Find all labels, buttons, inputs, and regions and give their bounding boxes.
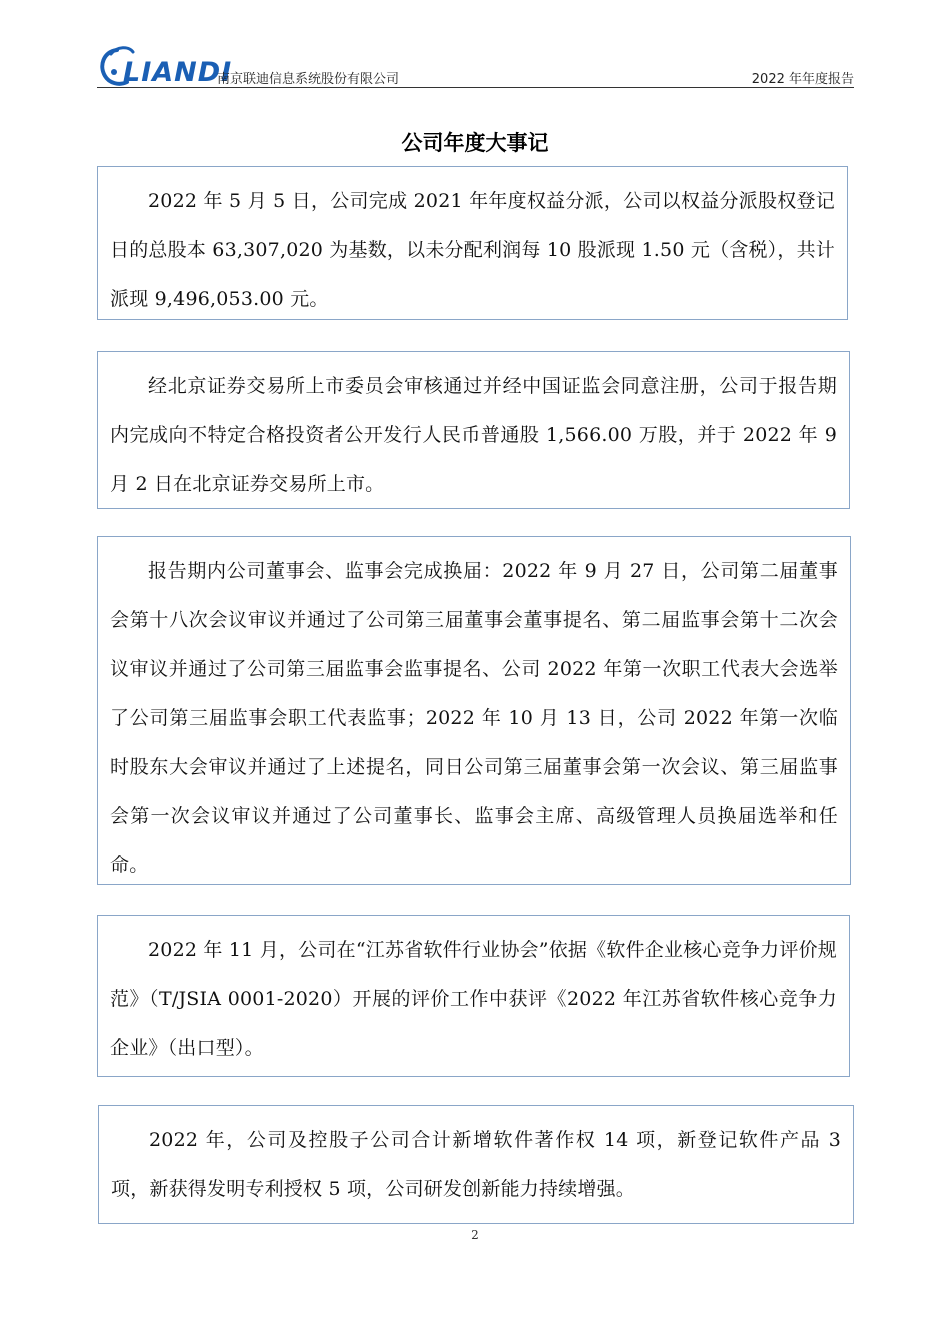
event-box-board-election — [97, 536, 851, 885]
page-header — [97, 40, 854, 90]
event-text: 2022 年 11 月，公司在“江苏省软件行业协会”依据《软件企业核心竞争力评价规范》（T/JSIA 0001-2020）开展的评价工作中获评《2022 年江苏省软件核心竞争力企业》（出口型）。 — [110, 939, 837, 1059]
event-text: 报告期内公司董事会、监事会完成换届：2022 年 9 月 27 日，公司第二届董事会第十八次会议审议并通过了公司第三届董事会董事提名、第二届监事会第十二次会议审议并通过了公司第三届监事会监事提名、公司 2022 年第一次职工代表大会选举了公司第三届监事会职工代表监事；2022 年 10 月 13 日，公司 2022 年第一次临时股东大会审议并通过了上述提名，同日公司第三届董事会第一次会议、第三届监事会第一次会议审议并通过了公司董事长、监事会主席、高级管理人员换届选举和任命。 — [110, 560, 838, 876]
event-text: 经北京证券交易所上市委员会审核通过并经中国证监会同意注册，公司于报告期内完成向不特定合格投资者公开发行人民币普通股 1,566.00 万股，并于 2022 年 9 月 2 日在北京证券交易所上市。 — [110, 375, 837, 495]
liandi-logo — [97, 40, 233, 88]
page-title: 公司年度大事记 — [401, 131, 549, 155]
event-box-dividend — [97, 166, 848, 320]
logo-text: LIANDI — [123, 57, 233, 88]
event-box-award — [97, 915, 850, 1077]
event-box-listing — [97, 351, 850, 509]
company-name: 南京联迪信息系统股份有限公司 — [217, 72, 400, 87]
event-text: 2022 年 5 月 5 日，公司完成 2021 年年度权益分派，公司以权益分派股权登记日的总股本 63,307,020 为基数，以未分配利润每 10 股派现 1.50 元（含税），共计派现 9,496,053.00 元。 — [110, 190, 835, 310]
header-divider — [97, 87, 854, 88]
page-number: 2 — [471, 1228, 479, 1242]
event-text: 2022 年，公司及控股子公司合计新增软件著作权 14 项，新登记软件产品 3 项，新获得发明专利授权 5 项，公司研发创新能力持续增强。 — [111, 1129, 841, 1200]
event-box-ip — [98, 1105, 854, 1224]
report-name: 2022 年年度报告 — [751, 72, 854, 87]
